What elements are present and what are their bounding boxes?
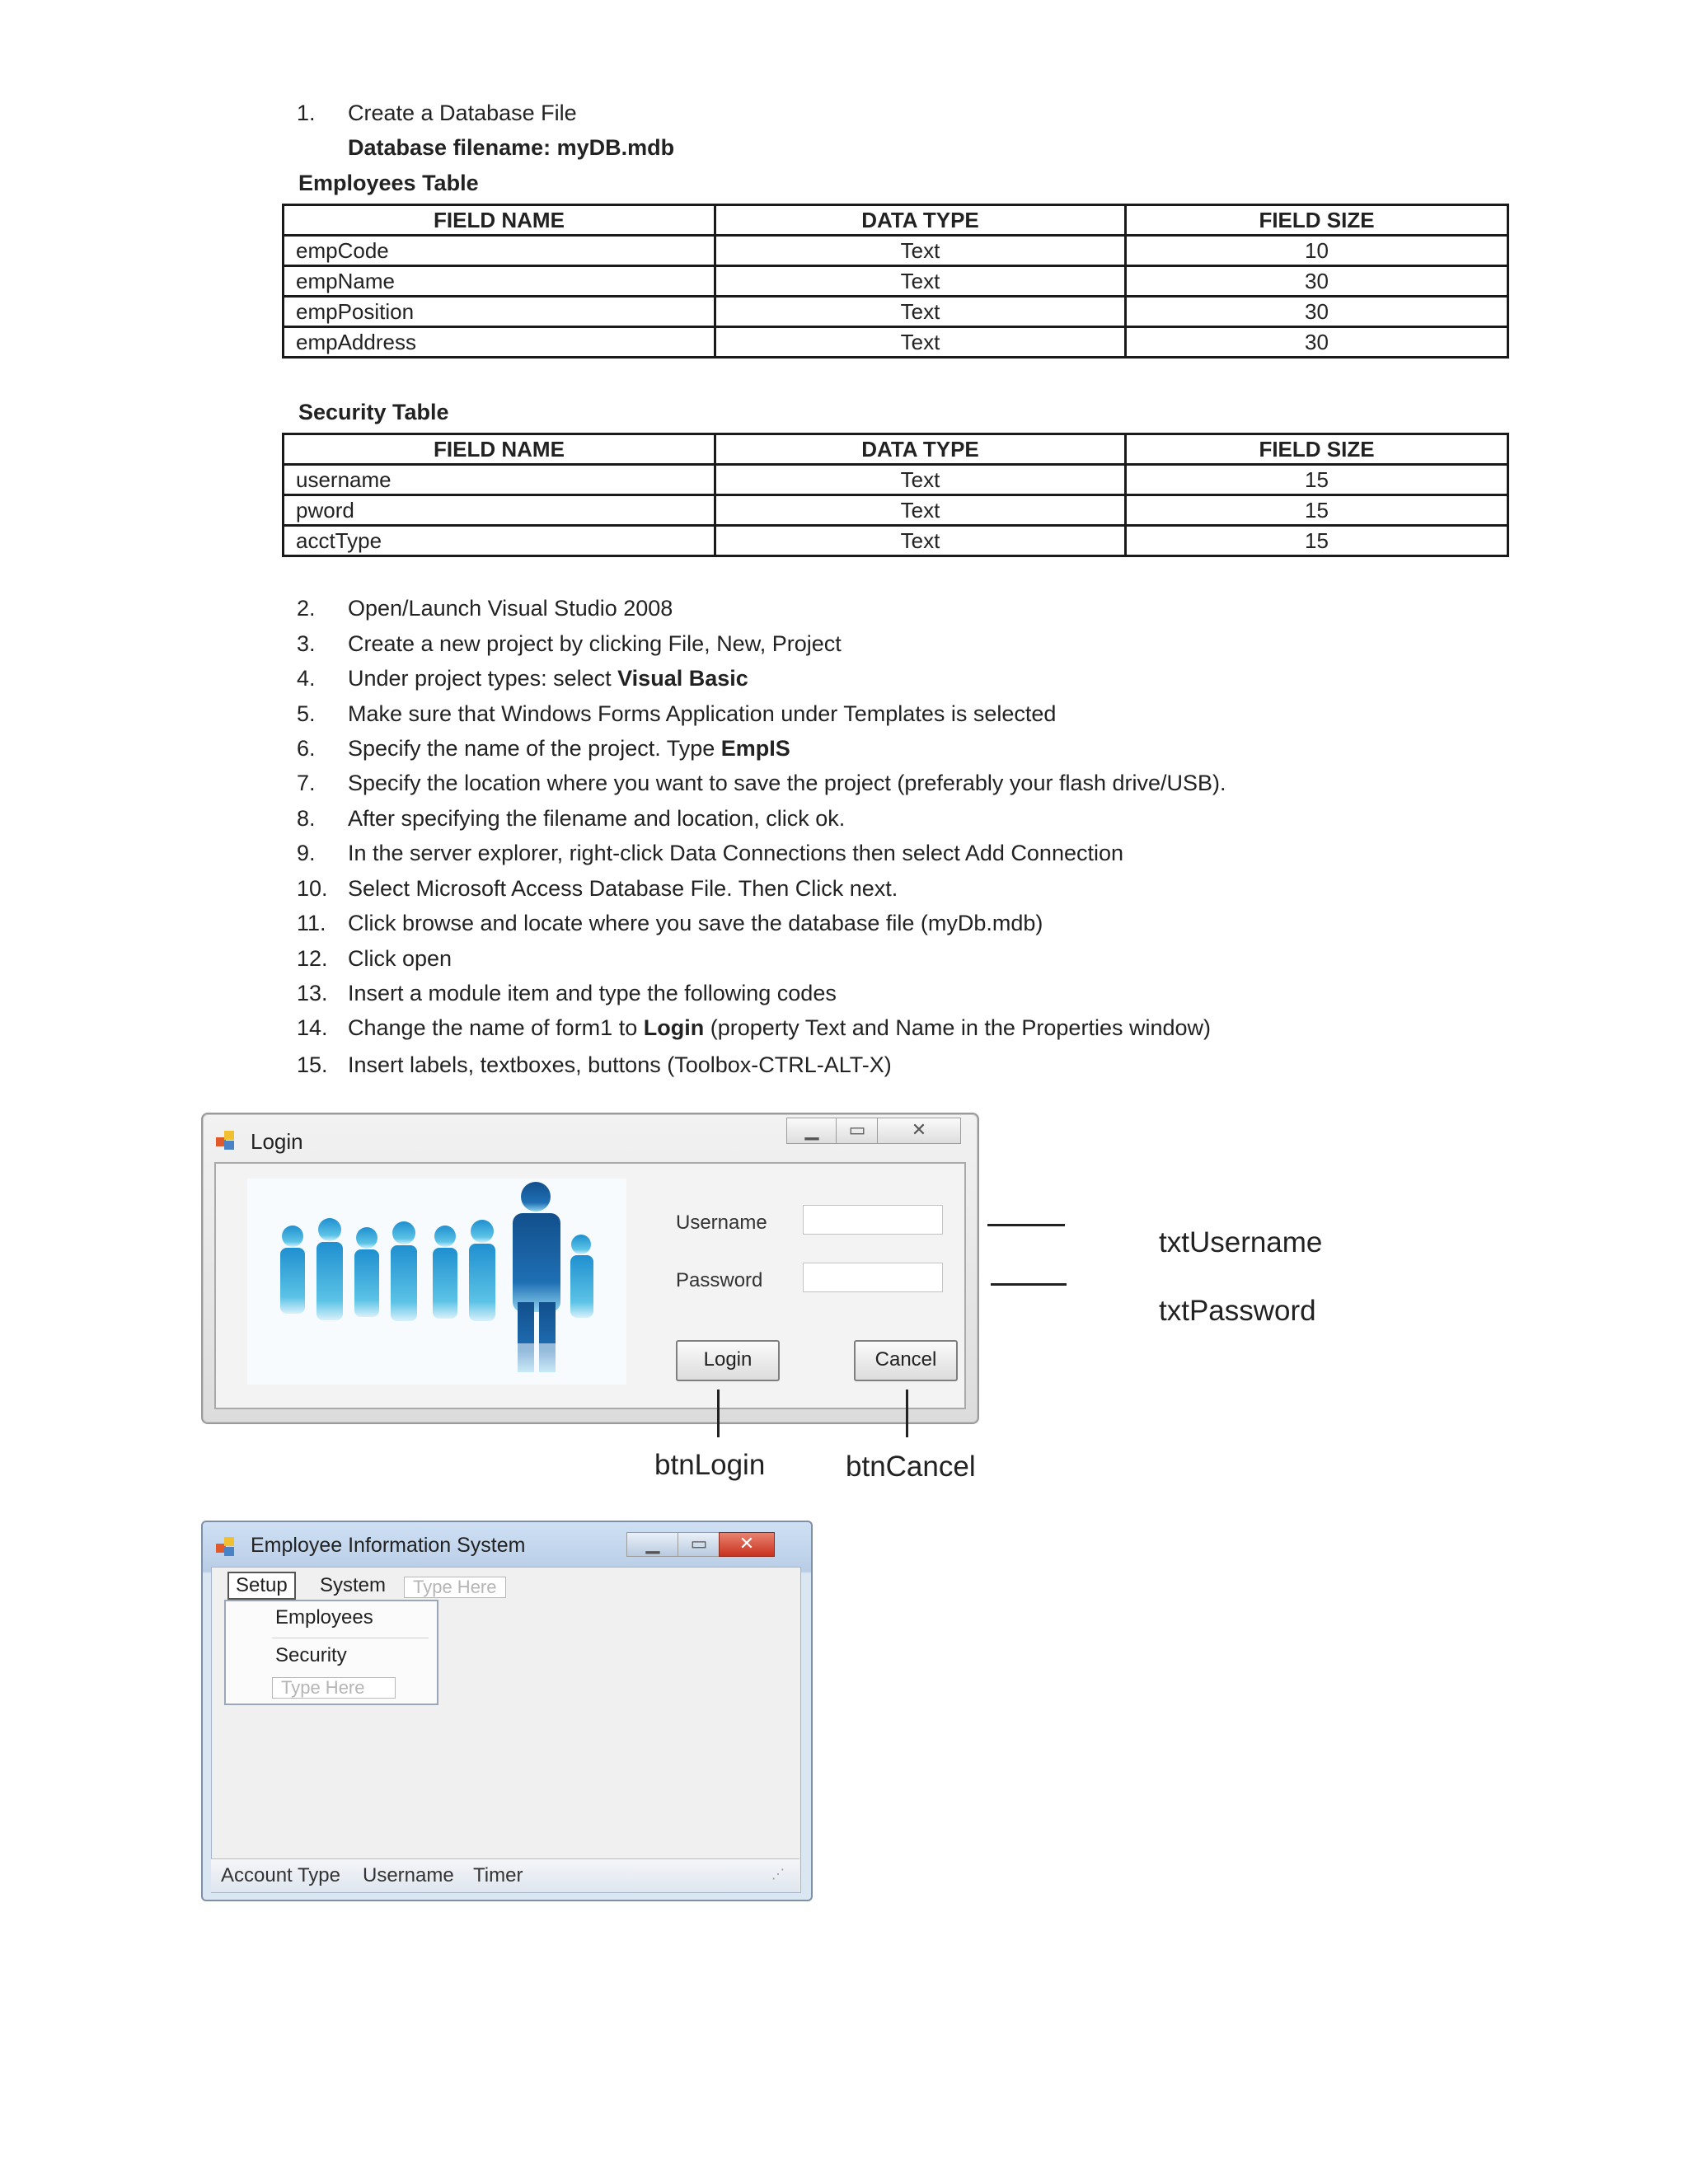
step-text: After specifying the filename and location, click ok. [348, 806, 846, 831]
menu-item-employees[interactable]: Employees [275, 1606, 373, 1629]
status-account-type: Account Type [221, 1864, 340, 1886]
step-text: Create a new project by clicking File, New, Project [348, 631, 842, 656]
cell-field-name: empPosition [284, 297, 715, 327]
table-row [284, 236, 1508, 266]
security-table [282, 433, 1509, 557]
cell-field-name: pword [284, 495, 715, 526]
callout-line-username [987, 1224, 1065, 1226]
step-text [348, 1015, 1211, 1041]
minimize-icon: ▁ [804, 1119, 819, 1140]
step-number: 3. [297, 631, 316, 656]
callout-txtusername: txtUsername [1159, 1226, 1323, 1258]
table-header-row [284, 205, 1508, 236]
table-row [284, 297, 1508, 327]
table-row [284, 266, 1508, 297]
status-timer: Timer [473, 1864, 523, 1886]
step-text: Click open [348, 946, 452, 971]
step-1-number: 1. [297, 101, 316, 125]
login-form-panel [214, 1162, 966, 1409]
header-field-name: FIELD NAME [284, 205, 715, 236]
step-number: 9. [297, 841, 316, 865]
step-text-post: (property Text and Name in the Properties window) [704, 1015, 1211, 1040]
header-field-size: FIELD SIZE [1126, 205, 1508, 236]
callout-txtpassword: txtPassword [1159, 1295, 1316, 1327]
table-row [284, 327, 1508, 358]
step-text [348, 736, 790, 762]
step-number: 12. [297, 946, 328, 971]
login-window [201, 1113, 979, 1424]
password-label: Password [676, 1269, 763, 1291]
cell-field-name: empCode [284, 236, 715, 266]
callout-btnlogin: btnLogin [654, 1449, 766, 1481]
step-number: 10. [297, 876, 328, 901]
step-number: 5. [297, 701, 316, 726]
menu-setup[interactable]: Setup [227, 1572, 296, 1600]
minimize-icon: ▁ [645, 1533, 660, 1554]
table-header-row [284, 434, 1508, 465]
cell-field-size: 10 [1126, 236, 1508, 266]
application-icon [216, 1131, 239, 1151]
step-number: 6. [297, 736, 316, 761]
status-strip [211, 1858, 799, 1892]
step-1-text: Create a Database File [348, 101, 577, 125]
db-filename-label: Database filename: myDB.mdb [348, 135, 675, 160]
step-text-bold: EmpIS [720, 736, 790, 761]
minimize-button[interactable] [786, 1118, 837, 1144]
step-text-pre: Specify the name of the project. Type [348, 736, 721, 761]
callout-line-login [717, 1390, 720, 1437]
cell-field-name: acctType [284, 526, 715, 556]
menu-type-here[interactable]: Type Here [404, 1577, 506, 1598]
username-label: Username [676, 1212, 767, 1234]
step-text-pre: Change the name of form1 to [348, 1015, 644, 1040]
step-text: Open/Launch Visual Studio 2008 [348, 596, 673, 621]
minimize-button[interactable] [626, 1532, 679, 1557]
cell-field-size: 15 [1126, 465, 1508, 495]
window-title: Login [251, 1129, 303, 1154]
employees-table-title: Employees Table [298, 171, 479, 195]
step-text: Select Microsoft Access Database File. Then Click next. [348, 876, 898, 901]
cell-field-size: 15 [1126, 495, 1508, 526]
step-text [348, 666, 748, 691]
cell-field-name: empAddress [284, 327, 715, 358]
step-text: Make sure that Windows Forms Application under Templates is selected [348, 701, 1057, 726]
resize-grip-icon[interactable]: ⋰ [771, 1868, 785, 1882]
maximize-button[interactable] [836, 1118, 879, 1144]
header-field-size: FIELD SIZE [1126, 434, 1508, 465]
menu-item-security[interactable]: Security [275, 1644, 347, 1666]
cell-data-type: Text [715, 495, 1126, 526]
cell-field-name: empName [284, 266, 715, 297]
callout-line-password [991, 1283, 1067, 1286]
step-number: 14. [297, 1015, 328, 1040]
login-button[interactable]: Login [676, 1340, 780, 1381]
status-username: Username [363, 1864, 454, 1886]
step-text: In the server explorer, right-click Data Connections then select Add Connection [348, 841, 1124, 865]
step-number: 2. [297, 596, 316, 621]
cell-field-name: username [284, 465, 715, 495]
cell-field-size: 30 [1126, 297, 1508, 327]
dropdown-type-here[interactable]: Type Here [272, 1677, 396, 1699]
step-number: 13. [297, 981, 328, 1005]
step-text: Insert labels, textboxes, buttons (Toolbox-CTRL-ALT-X) [348, 1052, 892, 1077]
header-data-type: DATA TYPE [715, 205, 1126, 236]
maximize-icon: ▭ [690, 1533, 708, 1554]
callout-btncancel: btnCancel [846, 1451, 976, 1483]
step-text-pre: Under project types: select [348, 666, 618, 691]
security-table-title: Security Table [298, 400, 449, 424]
step-text-bold: Visual Basic [617, 666, 748, 691]
step-number: 11. [297, 911, 326, 935]
cell-data-type: Text [715, 327, 1126, 358]
employees-table [282, 204, 1509, 359]
step-number: 8. [297, 806, 316, 831]
table-row [284, 526, 1508, 556]
close-icon: ✕ [911, 1119, 927, 1140]
cell-data-type: Text [715, 297, 1126, 327]
username-input[interactable] [803, 1205, 943, 1235]
cell-data-type: Text [715, 465, 1126, 495]
cell-field-size: 15 [1126, 526, 1508, 556]
window-title: Employee Information System [251, 1534, 526, 1557]
step-number: 15. [297, 1052, 328, 1077]
step-text-bold: Login [643, 1015, 705, 1040]
cell-field-size: 30 [1126, 266, 1508, 297]
application-icon [216, 1537, 239, 1557]
cell-data-type: Text [715, 266, 1126, 297]
maximize-icon: ▭ [848, 1119, 866, 1140]
step-text: Specify the location where you want to save the project (preferably your flash drive/USB). [348, 771, 1226, 795]
step-number: 4. [297, 666, 316, 691]
table-row [284, 465, 1508, 495]
close-button[interactable] [719, 1532, 775, 1557]
maximize-button[interactable] [678, 1532, 720, 1557]
close-icon: ✕ [738, 1533, 755, 1554]
people-silhouette-image [247, 1179, 626, 1385]
close-button[interactable] [877, 1118, 961, 1144]
cancel-button[interactable]: Cancel [854, 1340, 958, 1381]
header-field-name: FIELD NAME [284, 434, 715, 465]
callout-line-cancel [906, 1390, 908, 1437]
cell-data-type: Text [715, 236, 1126, 266]
setup-dropdown [224, 1600, 438, 1705]
header-data-type: DATA TYPE [715, 434, 1126, 465]
password-input[interactable] [803, 1263, 943, 1292]
step-number: 7. [297, 771, 316, 795]
step-text: Click browse and locate where you save the database file (myDb.mdb) [348, 911, 1043, 935]
cell-data-type: Text [715, 526, 1126, 556]
step-text: Insert a module item and type the following codes [348, 981, 837, 1005]
table-row [284, 495, 1508, 526]
cell-field-size: 30 [1126, 327, 1508, 358]
menu-system[interactable]: System [320, 1574, 387, 1596]
eis-window [201, 1521, 813, 1901]
